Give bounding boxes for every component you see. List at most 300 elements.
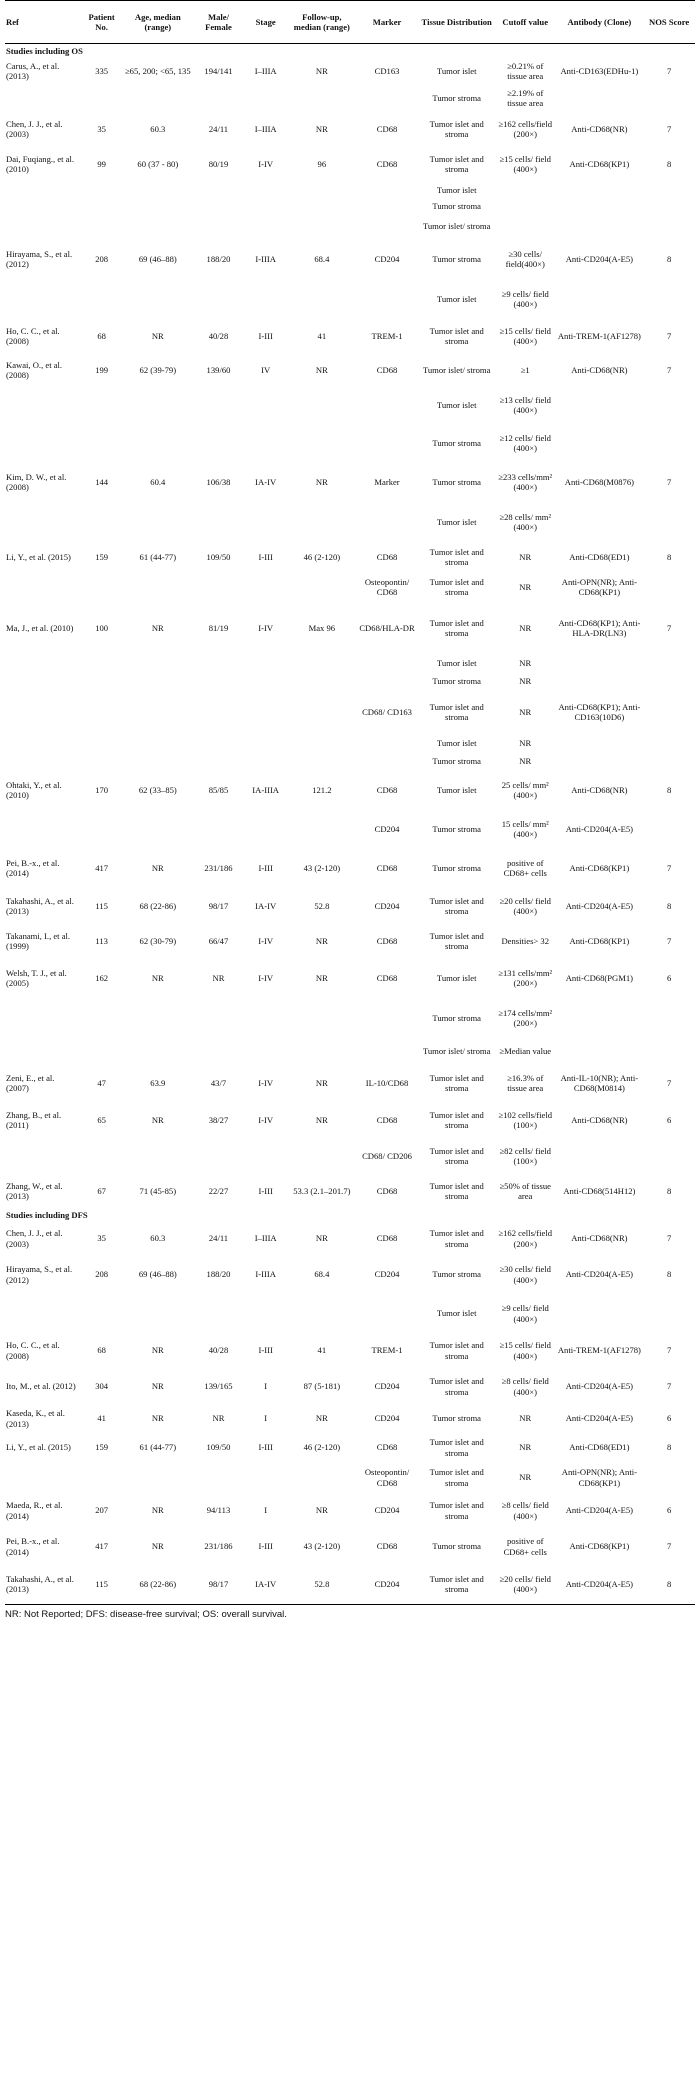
cell-marker: CD68/HLA-DR [359, 623, 415, 634]
cell-follow-up: 52.8 [288, 1565, 355, 1605]
cell-marker [356, 734, 419, 752]
cell-antibody: Anti-IL-10(NR); Anti-CD68(M0814) [560, 1073, 639, 1094]
cell-nos-score [643, 572, 695, 602]
cell-marker [356, 84, 419, 112]
cell-follow-up [288, 182, 355, 198]
cell-marker [356, 198, 419, 214]
cell-nos-score: 7 [666, 365, 672, 376]
cell-male-female: 85/85 [208, 785, 229, 796]
table-row [5, 810, 695, 848]
cell-tissue-distribution: Tumor islet and stroma [429, 154, 484, 175]
cell-stage: I-III [258, 863, 273, 874]
cell-tissue-distribution: Tumor islet and stroma [429, 896, 484, 917]
cell-follow-up [288, 998, 355, 1038]
cell-tissue-distribution: Tumor islet [436, 785, 477, 796]
cell-marker: CD68 [376, 1115, 398, 1126]
cell-antibody: Anti-CD68(KP1) [569, 863, 630, 874]
cell-antibody: Anti-CD68(M0876) [564, 477, 634, 488]
cell-patient-no [81, 386, 121, 424]
cell-follow-up [288, 752, 355, 770]
table-row [5, 672, 695, 690]
table-row [5, 1064, 695, 1102]
cell-follow-up: NR [315, 1115, 328, 1126]
cell-cutoff-value: NR [519, 1413, 532, 1424]
cell-nos-score: 6 [666, 973, 672, 984]
cell-follow-up: NR [315, 1505, 328, 1516]
cell-age [122, 502, 194, 542]
cell-male-female: 38/27 [208, 1115, 229, 1126]
cell-cutoff-value: ≥102 cells/field (100×) [498, 1110, 553, 1131]
cell-marker: CD68/ CD206 [362, 1151, 412, 1162]
cell-cutoff-value: ≥28 cells/ mm² (400×) [499, 512, 552, 533]
cell-follow-up: 96 [317, 159, 327, 170]
cell-stage: IA-IV [255, 477, 277, 488]
cell-nos-score: 7 [666, 1541, 672, 1552]
cell-follow-up [288, 386, 355, 424]
cell-stage: I-III [258, 1541, 273, 1552]
cell-age [122, 182, 194, 198]
section-row [5, 1208, 695, 1222]
table-row [5, 198, 695, 214]
cell-patient-no: 100 [95, 623, 109, 634]
cell-nos-score [643, 1463, 695, 1493]
cell-marker [356, 182, 419, 198]
cell-tissue-distribution: Tumor islet and stroma [429, 547, 484, 568]
cell-tissue-distribution: Tumor islet and stroma [429, 119, 484, 140]
cell-follow-up: 87 (5-181) [303, 1381, 341, 1392]
cell-cutoff-value: ≥9 cells/ field (400×) [501, 289, 549, 310]
cell-age: 62 (30-79) [139, 936, 177, 947]
cell-patient-no [81, 654, 121, 672]
cell-patient-no: 35 [97, 1233, 106, 1244]
cell-age [122, 214, 194, 238]
cell-ref: Li, Y., et al. (2015) [6, 1442, 71, 1453]
cell-stage: I-III [258, 552, 273, 563]
table-row [5, 1433, 695, 1463]
cell-marker [356, 502, 419, 542]
cell-ref [5, 654, 81, 672]
cell-patient-no: 67 [97, 1186, 106, 1197]
cell-stage [243, 198, 288, 214]
cell-male-female [194, 672, 243, 690]
cell-antibody [556, 386, 644, 424]
cell-tissue-distribution: Tumor islet [436, 738, 477, 749]
header-stage: Stage [243, 1, 288, 44]
cell-stage [243, 998, 288, 1038]
cell-cutoff-value: NR [519, 552, 532, 563]
cell-age: 68 (22-86) [139, 901, 177, 912]
header-marker: Marker [356, 1, 419, 44]
cell-age: 60.4 [150, 477, 166, 488]
cell-ref: Pei, B.-x., et al. (2014) [6, 1536, 60, 1557]
cell-follow-up: NR [315, 1078, 328, 1089]
cell-antibody: Anti-CD204(A-E5) [565, 1505, 634, 1516]
cell-tissue-distribution: Tumor islet and stroma [429, 577, 484, 598]
cell-follow-up [288, 502, 355, 542]
cell-ref: Kim, D. W., et al. (2008) [6, 472, 67, 493]
cell-stage: IV [261, 365, 271, 376]
cell-patient-no: 335 [95, 66, 109, 77]
header-male-female: Male/ Female [194, 1, 243, 44]
table-row [5, 572, 695, 602]
cell-tissue-distribution: Tumor islet [436, 658, 477, 669]
cell-nos-score: 8 [666, 552, 672, 563]
cell-nos-score: 8 [666, 1442, 672, 1453]
cell-age [122, 654, 194, 672]
cell-age [122, 84, 194, 112]
table-row [5, 734, 695, 752]
cell-nos-score [643, 690, 695, 734]
cell-marker: IL-10/CD68 [365, 1078, 409, 1089]
table-row [5, 1405, 695, 1433]
table-row [5, 690, 695, 734]
cell-stage [243, 654, 288, 672]
cell-antibody: Anti-CD68(NR) [571, 1233, 628, 1244]
cell-stage: I-IIIA [255, 1269, 276, 1280]
table-row [5, 602, 695, 654]
cell-male-female [194, 84, 243, 112]
table-row [5, 1255, 695, 1295]
cell-male-female: 231/186 [204, 1541, 233, 1552]
cell-male-female [194, 198, 243, 214]
header-ref: Ref [5, 1, 81, 44]
cell-tissue-distribution: Tumor islet [436, 1308, 477, 1319]
cell-nos-score [643, 1295, 695, 1333]
cell-antibody: Anti-CD68(KP1) [569, 1541, 630, 1552]
cell-male-female: 109/50 [206, 552, 231, 563]
cell-age [122, 1463, 194, 1493]
cell-patient-no: 65 [97, 1115, 106, 1126]
cell-age: 60 (37 - 80) [137, 159, 179, 170]
cell-patient-no: 208 [95, 1269, 109, 1280]
cell-cutoff-value: ≥9 cells/ field (400×) [501, 1303, 549, 1324]
cell-tissue-distribution: Tumor islet and stroma [429, 1110, 484, 1131]
cell-marker: Osteopontin/ CD68 [364, 1467, 410, 1488]
cell-cutoff-value: ≥12 cells/ field (400×) [499, 433, 551, 454]
cell-follow-up: 43 (2-120) [303, 1541, 341, 1552]
cell-tissue-distribution: Tumor islet [436, 517, 477, 528]
cell-nos-score [643, 734, 695, 752]
cell-follow-up: 41 [317, 331, 327, 342]
cell-antibody: Anti-CD68(KP1) [569, 936, 630, 947]
cell-age: 61 (44-77) [139, 1442, 177, 1453]
cell-ref: Li, Y., et al. (2015) [6, 552, 71, 563]
cell-tissue-distribution: Tumor islet and stroma [429, 1181, 484, 1202]
cell-patient-no [81, 280, 121, 318]
cell-age [122, 752, 194, 770]
cell-marker: CD68 [376, 973, 398, 984]
cell-tissue-distribution: Tumor stroma [432, 1413, 481, 1424]
header-patient-no: Patient No. [81, 1, 121, 44]
cell-age: 68 (22-86) [122, 1565, 194, 1605]
section-heading: Studies including OS [6, 46, 83, 56]
cell-nos-score: 6 [666, 1115, 672, 1126]
cell-stage: I-III [258, 1345, 273, 1356]
cell-age [122, 424, 194, 462]
cell-nos-score [643, 654, 695, 672]
cell-male-female [194, 998, 243, 1038]
cell-tissue-distribution: Tumor islet and stroma [429, 1500, 484, 1521]
cell-age [122, 572, 194, 602]
cell-antibody: Anti-CD68(NR) [571, 124, 628, 135]
cell-tissue-distribution: Tumor islet [436, 400, 477, 411]
cell-tissue-distribution: Tumor islet/ stroma [422, 221, 491, 232]
cell-antibody: Anti-CD204(A-E5) [565, 254, 634, 265]
cell-marker: Osteopontin/ CD68 [364, 577, 410, 598]
cell-antibody [556, 998, 644, 1038]
header-tissue-distribution: Tissue Distribution [418, 1, 494, 44]
cell-stage: I-III [258, 1186, 273, 1197]
cell-male-female: NR [212, 973, 225, 984]
cell-stage: I-IV [258, 159, 274, 170]
cell-patient-no: 68 [97, 331, 106, 342]
cell-ref: Kaseda, K., et al. (2013) [6, 1408, 65, 1429]
cell-ref [5, 280, 81, 318]
cell-tissue-distribution: Tumor islet and stroma [429, 1073, 484, 1094]
cell-patient-no [81, 1038, 121, 1064]
cell-stage: I-IV [258, 1078, 274, 1089]
cell-patient-no: 113 [95, 936, 108, 947]
cell-marker [356, 1295, 419, 1333]
cell-follow-up: 46 (2-120) [303, 1442, 341, 1453]
cell-cutoff-value: NR [519, 738, 532, 749]
cell-antibody: Anti-CD68(KP1); Anti-HLA-DR(LN3) [558, 618, 641, 639]
cell-cutoff-value: NR [519, 582, 532, 593]
cell-follow-up: NR [315, 124, 328, 135]
cell-patient-no [81, 672, 121, 690]
cell-cutoff-value: ≥15 cells/ field (400×) [499, 154, 551, 175]
cell-male-female: 98/17 [208, 901, 229, 912]
cell-nos-score [643, 386, 695, 424]
cell-patient-no [81, 182, 121, 198]
cell-antibody [556, 424, 644, 462]
cell-antibody: Anti-CD68(KP1); Anti-CD163(10D6) [558, 702, 641, 723]
table-row [5, 752, 695, 770]
cell-ref [5, 424, 81, 462]
cell-tissue-distribution: Tumor stroma [432, 438, 481, 449]
cell-marker: CD68 [376, 159, 398, 170]
cell-antibody [556, 752, 644, 770]
cell-nos-score [643, 672, 695, 690]
cell-cutoff-value: ≥162 cells/field (200×) [498, 1228, 553, 1249]
cell-ref: Zeni, E., et al. (2007) [6, 1073, 55, 1094]
cell-patient-no [81, 690, 121, 734]
cell-marker [356, 424, 419, 462]
cell-nos-score [643, 752, 695, 770]
cell-ref: Hirayama, S., et al. (2012) [6, 1264, 73, 1285]
cell-antibody: Anti-TREM-1(AF1278) [557, 331, 641, 342]
table-row [5, 1565, 695, 1605]
cell-age [122, 672, 194, 690]
cell-antibody [556, 734, 644, 752]
cell-antibody: Anti-CD204(A-E5) [565, 901, 634, 912]
cell-male-female [194, 280, 243, 318]
cell-male-female: 231/186 [204, 863, 233, 874]
cell-stage [243, 810, 288, 848]
cell-tissue-distribution: Tumor islet and stroma [429, 1228, 484, 1249]
cell-antibody: Anti-OPN(NR); Anti-CD68(KP1) [561, 577, 637, 598]
cell-ref: Ma, J., et al. (2010) [6, 623, 74, 634]
cell-ref [5, 572, 81, 602]
table-row [5, 424, 695, 462]
cell-marker: CD204 [374, 824, 400, 835]
table-row [5, 58, 695, 84]
cell-antibody: Anti-CD68(KP1) [569, 159, 630, 170]
cell-age: 69 (46–88) [138, 1269, 177, 1280]
cell-marker: CD204 [374, 1413, 400, 1424]
cell-ref [5, 734, 81, 752]
cell-follow-up [288, 672, 355, 690]
table-header [5, 1, 695, 44]
cell-stage: I [264, 1505, 268, 1516]
cell-tissue-distribution: Tumor stroma [432, 863, 481, 874]
cell-stage: I–IIIA [254, 1233, 277, 1244]
cell-antibody: Anti-CD204(A-E5) [556, 1565, 644, 1605]
cell-male-female: 43/7 [210, 1078, 227, 1089]
cell-cutoff-value: ≥8 cells/ field (400×) [501, 1500, 549, 1521]
cell-stage [243, 424, 288, 462]
cell-cutoff-value: Densities> 32 [501, 936, 550, 947]
cell-cutoff-value [495, 182, 556, 198]
cell-follow-up: NR [315, 973, 328, 984]
cell-marker: CD68 [376, 365, 398, 376]
cell-patient-no [81, 198, 121, 214]
cell-marker [356, 672, 419, 690]
cell-stage: I–IIIA [254, 124, 277, 135]
cell-patient-no [81, 424, 121, 462]
table-row [5, 112, 695, 146]
study-characteristics-table [5, 0, 695, 1605]
cell-tissue-distribution: Tumor stroma [432, 1013, 481, 1024]
cell-stage: I [264, 1381, 268, 1392]
cell-tissue-distribution: Tumor stroma [432, 824, 481, 835]
cell-patient-no: 115 [81, 1565, 121, 1605]
cell-ref: Takahashi, A., et al. (2013) [6, 896, 74, 917]
cell-nos-score [643, 1038, 695, 1064]
table-row [5, 214, 695, 238]
cell-age: NR [151, 1505, 164, 1516]
cell-ref: Ito, M., et al. (2012) [6, 1381, 76, 1392]
cell-ref [5, 502, 81, 542]
cell-stage: I–IIIA [254, 66, 277, 77]
table-row [5, 1529, 695, 1565]
cell-follow-up: 68.4 [314, 1269, 330, 1280]
cell-nos-score: 7 [666, 1233, 672, 1244]
cell-marker: CD163 [374, 66, 400, 77]
cell-cutoff-value: ≥174 cells/mm² (200×) [498, 1008, 553, 1029]
cell-age: 60.3 [150, 1233, 166, 1244]
cell-ref: Welsh, T. J., et al. (2005) [6, 968, 67, 989]
cell-antibody: Anti-OPN(NR); Anti-CD68(KP1) [561, 1467, 637, 1488]
cell-nos-score: 6 [666, 1505, 672, 1516]
header-cutoff-value: Cutoff value [495, 1, 556, 44]
cell-stage [243, 1038, 288, 1064]
cell-antibody: Anti-CD68(514H12) [563, 1186, 636, 1197]
cell-cutoff-value: NR [519, 707, 532, 718]
cell-age: 61 (44-77) [139, 552, 177, 563]
cell-cutoff-value: ≥162 cells/field (200×) [498, 119, 553, 140]
cell-cutoff-value: positive of CD68+ cells [503, 858, 547, 879]
cell-male-female [194, 752, 243, 770]
cell-stage: I-IV [258, 973, 274, 984]
cell-age: 60.3 [150, 124, 166, 135]
cell-male-female: 80/19 [208, 159, 229, 170]
cell-follow-up: NR [315, 1413, 328, 1424]
table-row [5, 1369, 695, 1405]
cell-stage [243, 214, 288, 238]
cell-stage [243, 280, 288, 318]
cell-tissue-distribution: Tumor stroma [432, 201, 481, 212]
cell-age: NR [151, 1413, 164, 1424]
cell-male-female [194, 572, 243, 602]
cell-ref [5, 672, 81, 690]
cell-nos-score: 8 [666, 159, 672, 170]
cell-antibody: Anti-CD204(A-E5) [565, 1381, 634, 1392]
cell-cutoff-value: NR [519, 1472, 532, 1483]
cell-patient-no: 304 [95, 1381, 109, 1392]
table-row [5, 1102, 695, 1138]
header-nos-score: NOS Score [643, 1, 695, 44]
cell-age: NR [151, 1541, 164, 1552]
cell-nos-score: 7 [666, 936, 672, 947]
table-row [5, 1038, 695, 1064]
cell-age: 63.9 [150, 1078, 166, 1089]
cell-tissue-distribution: Tumor islet/ stroma [422, 365, 491, 376]
cell-ref: Zhang, B., et al. (2011) [6, 1110, 62, 1131]
cell-tissue-distribution: Tumor stroma [432, 1541, 481, 1552]
cell-nos-score: 7 [666, 331, 672, 342]
cell-stage: I-IIIA [255, 254, 276, 265]
cell-male-female: 194/141 [204, 66, 233, 77]
cell-follow-up: NR [315, 66, 328, 77]
cell-nos-score [643, 214, 695, 238]
cell-nos-score: 7 [666, 623, 672, 634]
table-row [5, 958, 695, 998]
cell-male-female [194, 214, 243, 238]
table-row [5, 354, 695, 386]
cell-marker: CD204 [356, 1565, 419, 1605]
cell-tissue-distribution: Tumor stroma [432, 254, 481, 265]
cell-cutoff-value: ≥20 cells/ field (400×) [499, 896, 551, 917]
cell-age: NR [151, 1381, 164, 1392]
cell-ref: Ho, C. C., et al. (2008) [6, 1340, 60, 1361]
cell-age: ≥65, 200; <65, 135 [124, 66, 191, 77]
cell-marker: CD204 [374, 1505, 400, 1516]
cell-follow-up: 43 (2-120) [303, 863, 341, 874]
cell-stage: I [264, 1413, 268, 1424]
cell-ref [5, 386, 81, 424]
cell-follow-up [288, 84, 355, 112]
cell-follow-up: NR [315, 936, 328, 947]
cell-cutoff-value: ≥0.21% of tissue area [507, 61, 544, 82]
cell-stage: I-IV [258, 1115, 274, 1126]
cell-tissue-distribution: Tumor islet [436, 66, 477, 77]
table-body [5, 44, 695, 1605]
cell-ref [5, 1138, 81, 1174]
table-row [5, 318, 695, 354]
cell-stage: I-III [258, 1442, 273, 1453]
cell-marker: CD204 [374, 1269, 400, 1280]
cell-ref: Dai, Fuqiang., et al. (2010) [6, 154, 75, 175]
cell-antibody: Anti-CD68(ED1) [569, 552, 630, 563]
cell-marker [356, 998, 419, 1038]
cell-male-female: NR [212, 1413, 225, 1424]
cell-follow-up: Max 96 [308, 623, 336, 634]
cell-marker: Marker [374, 477, 400, 488]
cell-male-female: 188/20 [206, 1269, 231, 1280]
table-row [5, 1463, 695, 1493]
cell-male-female [194, 690, 243, 734]
